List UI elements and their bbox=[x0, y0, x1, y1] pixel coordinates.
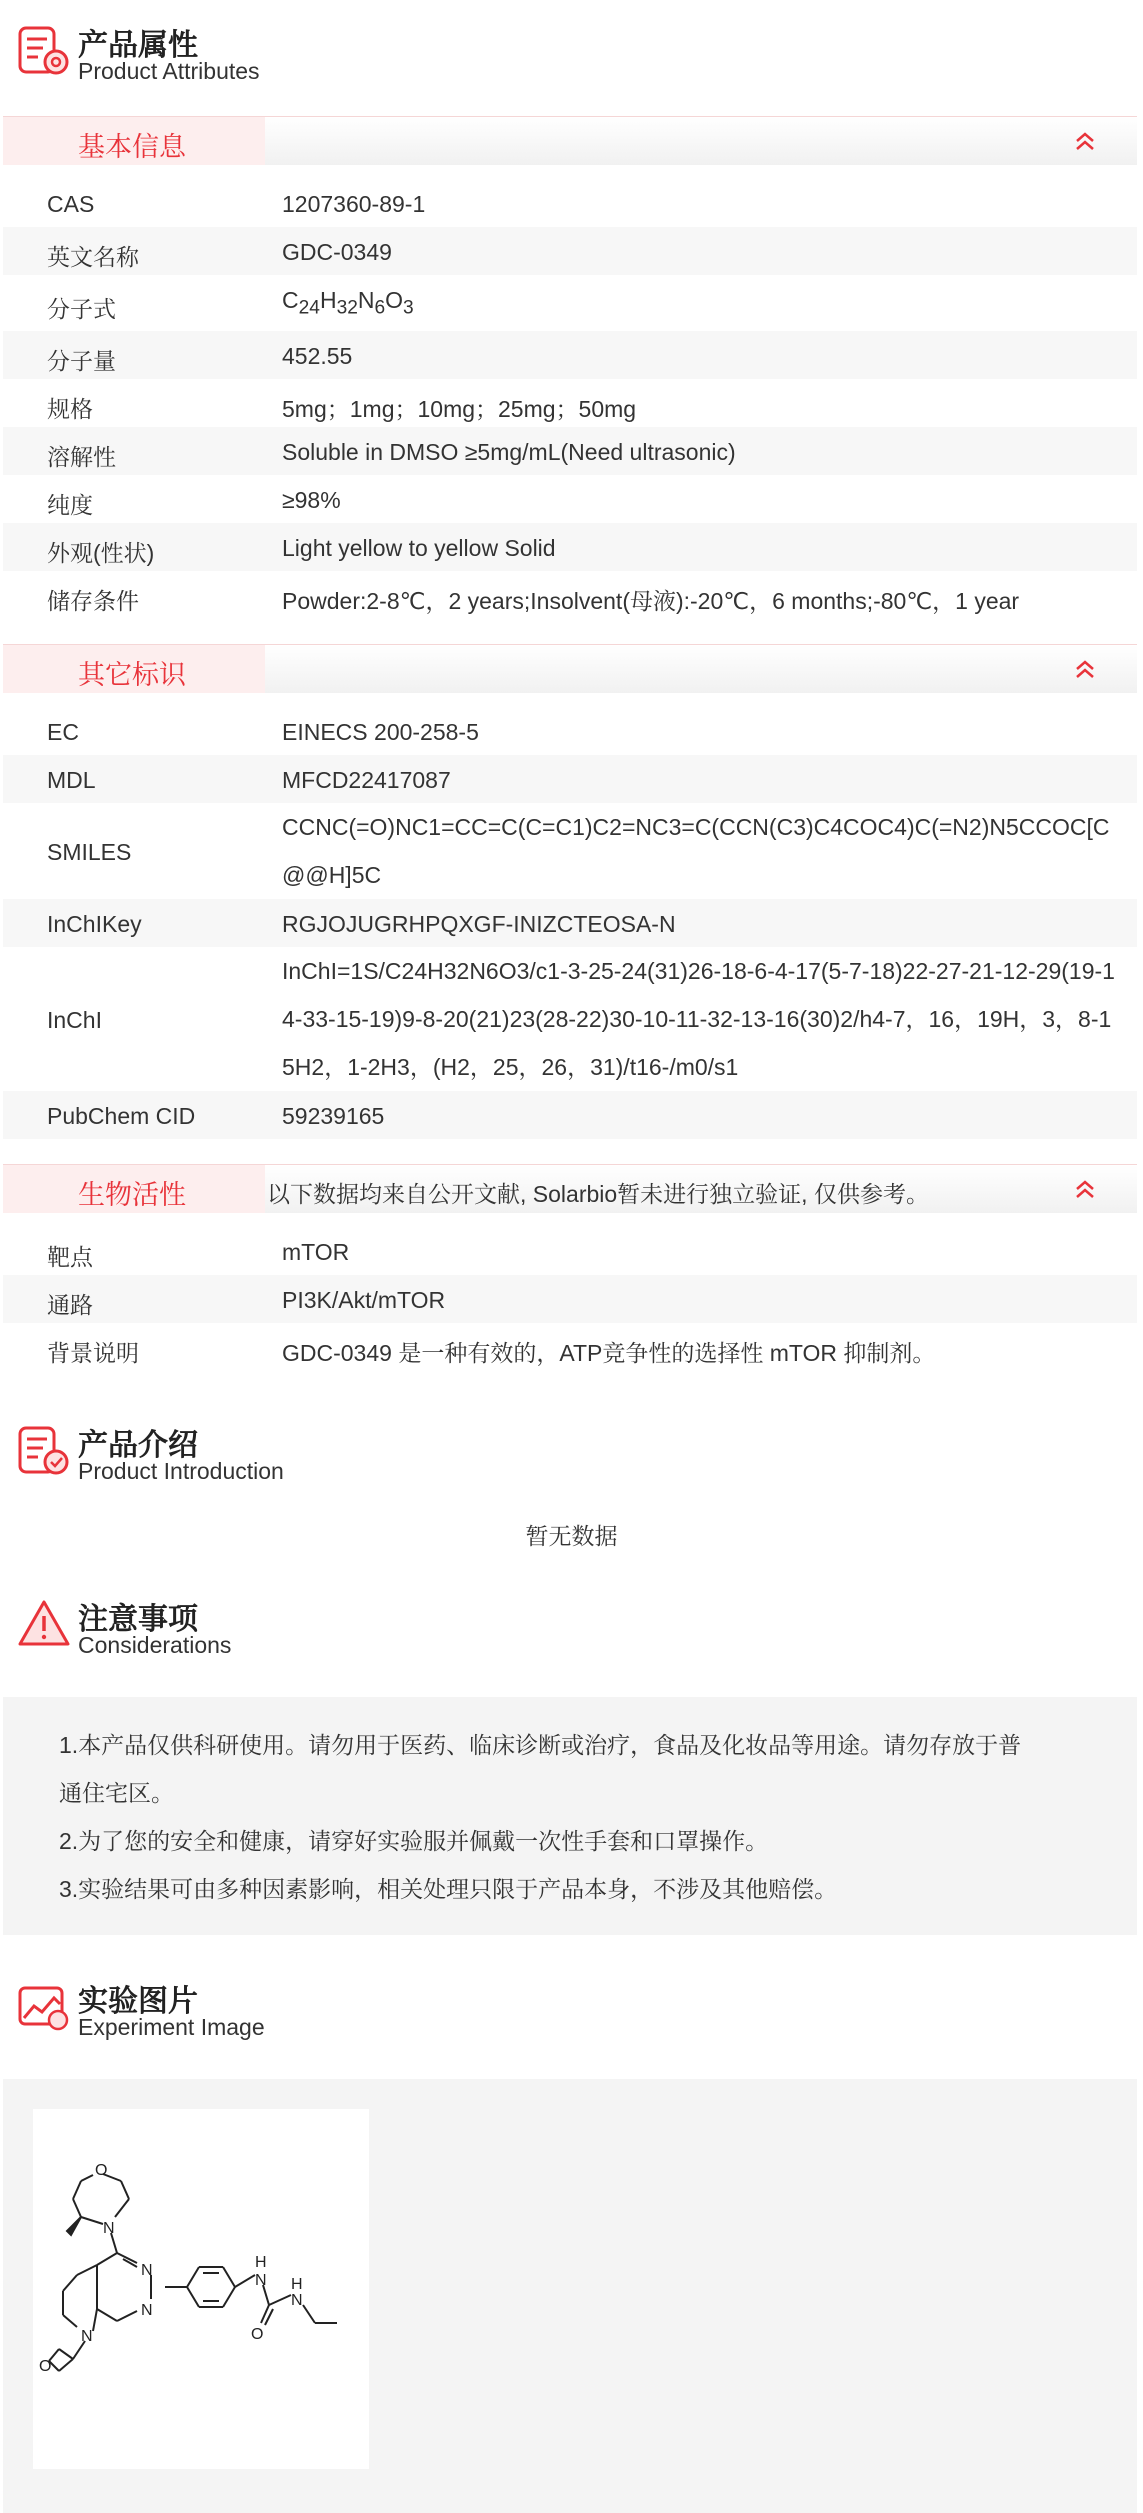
section-title-en: Considerations bbox=[78, 1632, 232, 1658]
attr-label: 纯度 bbox=[47, 492, 93, 518]
attr-label: InChIKey bbox=[47, 911, 142, 937]
attr-label: 外观(性状) bbox=[47, 540, 155, 566]
attr-label: 规格 bbox=[47, 396, 93, 422]
attr-value: Soluble in DMSO ≥5mg/mL(Need ultrasonic) bbox=[282, 439, 736, 465]
bio-activity-bar[interactable] bbox=[3, 1164, 1137, 1213]
attr-label: InChI bbox=[47, 1007, 102, 1033]
atom-label: N bbox=[141, 2302, 153, 2319]
attr-label: 分子量 bbox=[47, 348, 116, 374]
bio-activity-note: 以下数据均来自公开文献, Solarbio暂未进行独立验证, 仅供参考。 bbox=[267, 1181, 929, 1207]
attr-value: 5mg；1mg；10mg；25mg；50mg bbox=[282, 396, 637, 422]
warning-icon bbox=[16, 1596, 72, 1652]
section-title-en: Experiment Image bbox=[78, 2014, 265, 2040]
attr-value: GDC-0349 bbox=[282, 239, 392, 265]
formula-count: 6 bbox=[374, 297, 386, 319]
attr-value: CCNC(=O)NC1=CC=C(C=C1)C2=NC3=C(CCN(C3)C4COC4)C(=N2)N5CCOC[C@@H]5C bbox=[282, 814, 1110, 888]
attr-row bbox=[3, 275, 1137, 331]
attr-row bbox=[3, 803, 1137, 899]
attr-row bbox=[3, 179, 1137, 227]
attr-label: 靶点 bbox=[47, 1244, 93, 1270]
attr-value: PI3K/Akt/mTOR bbox=[282, 1287, 446, 1313]
section-title-en: Product Attributes bbox=[78, 58, 260, 84]
atom-label: N bbox=[81, 2328, 93, 2345]
other-ids-title: 其它标识 bbox=[78, 660, 186, 690]
attr-value: mTOR bbox=[282, 1239, 350, 1265]
product-introduction-header bbox=[10, 1418, 1130, 1488]
molecular-formula bbox=[282, 287, 1117, 320]
chevron-double-up-icon[interactable] bbox=[1073, 657, 1097, 681]
atom-label: O bbox=[251, 2326, 264, 2343]
no-data-text: 暂无数据 bbox=[525, 1523, 618, 1549]
attr-row bbox=[3, 1275, 1137, 1323]
attr-label: 储存条件 bbox=[47, 588, 139, 614]
attr-label: 溶解性 bbox=[47, 444, 116, 470]
attr-row bbox=[3, 1227, 1137, 1275]
attr-row bbox=[3, 227, 1137, 275]
attr-row bbox=[3, 331, 1137, 379]
attr-row bbox=[3, 427, 1137, 475]
attr-value: MFCD22417087 bbox=[282, 767, 451, 793]
atom-label: N bbox=[141, 2262, 153, 2279]
chemical-structure-image bbox=[33, 2109, 369, 2469]
atom-label: N bbox=[291, 2292, 303, 2309]
section-title-cn: 产品属性 bbox=[78, 29, 198, 62]
attr-row bbox=[3, 707, 1137, 755]
structure-image-card[interactable] bbox=[33, 2109, 369, 2469]
formula-element: C bbox=[282, 287, 299, 313]
other-ids-bar[interactable] bbox=[3, 644, 1137, 693]
attr-label: 背景说明 bbox=[47, 1340, 139, 1366]
section-title-cn: 产品介绍 bbox=[78, 1429, 198, 1462]
consideration-line: 3.实验结果可由多种因素影响，相关处理只限于产品本身，不涉及其他赔偿。 bbox=[59, 1876, 838, 1902]
chevron-double-up-icon[interactable] bbox=[1073, 129, 1097, 153]
attr-row bbox=[3, 379, 1137, 427]
other-ids-tab bbox=[3, 645, 265, 693]
formula-element: N bbox=[357, 287, 375, 313]
attr-row bbox=[3, 899, 1137, 947]
atom-label: H bbox=[291, 2276, 303, 2293]
section-title-cn: 实验图片 bbox=[78, 1985, 198, 2018]
basic-info-title: 基本信息 bbox=[78, 132, 186, 162]
formula-count: 32 bbox=[336, 297, 358, 319]
document-gear-icon bbox=[16, 22, 72, 78]
attr-label: CAS bbox=[47, 191, 95, 217]
attr-label: SMILES bbox=[47, 839, 132, 865]
formula-element: O bbox=[385, 287, 404, 313]
product-attributes-header bbox=[10, 18, 1130, 88]
document-check-icon bbox=[16, 1422, 72, 1478]
attr-label: 分子式 bbox=[47, 296, 116, 322]
atom-label: N bbox=[103, 2220, 115, 2237]
formula-count: 24 bbox=[298, 297, 320, 319]
atom-label: N bbox=[255, 2272, 267, 2289]
attr-row bbox=[3, 475, 1137, 523]
section-title-cn: 注意事项 bbox=[78, 1603, 198, 1636]
chevron-double-up-icon[interactable] bbox=[1073, 1177, 1097, 1201]
attr-label: EC bbox=[47, 719, 79, 745]
attr-row bbox=[3, 1323, 1137, 1371]
considerations-box bbox=[3, 1697, 1137, 1935]
attr-value: GDC-0349 是一种有效的，ATP竞争性的选择性 mTOR 抑制剂。 bbox=[282, 1340, 936, 1366]
consideration-line: 1.本产品仅供科研使用。请勿用于医药、临床诊断或治疗，食品及化妆品等用途。请勿存放于普 bbox=[59, 1732, 1022, 1758]
attr-label: 英文名称 bbox=[47, 244, 139, 270]
attr-row bbox=[3, 1091, 1137, 1139]
attr-value: EINECS 200-258-5 bbox=[282, 719, 479, 745]
attr-value: RGJOJUGRHPQXGF-INIZCTEOSA-N bbox=[282, 911, 676, 937]
attr-value: Powder:2-8℃，2 years;Insolvent(母液):-20℃，6 months;-80℃，1 year bbox=[282, 588, 1020, 614]
attr-value: InChI=1S/C24H32N6O3/c1-3-25-24(31)26-18-6-4-17(5-7-18)22-27-21-12-29(19-14-33-15-19)9-8-20(21)23(28-22)30-10-11-32-13-16(30)2/h4-7，16，19H，3，8-15H2，1-2H3，(H2，25，26，31)/t16-/m0/s1 bbox=[282, 958, 1115, 1080]
attr-label: 通路 bbox=[47, 1292, 93, 1318]
consideration-line: 通住宅区。 bbox=[59, 1780, 174, 1806]
attr-row bbox=[3, 571, 1137, 619]
attr-row bbox=[3, 947, 1137, 1091]
atom-label: H bbox=[255, 2254, 267, 2271]
bio-activity-tab bbox=[3, 1165, 265, 1213]
basic-info-tab bbox=[3, 117, 265, 165]
consideration-line: 2.为了您的安全和健康，请穿好实验服并佩戴一次性手套和口罩操作。 bbox=[59, 1828, 769, 1854]
attr-value: ≥98% bbox=[282, 487, 341, 513]
atom-label: O bbox=[39, 2358, 52, 2375]
image-chart-icon bbox=[16, 1978, 72, 2034]
attr-value: 59239165 bbox=[282, 1103, 385, 1129]
formula-count: 3 bbox=[403, 297, 414, 319]
atom-label: O bbox=[95, 2162, 108, 2179]
attr-row bbox=[3, 523, 1137, 571]
formula-element: H bbox=[319, 287, 337, 313]
basic-info-bar[interactable] bbox=[3, 116, 1137, 165]
attr-row bbox=[3, 755, 1137, 803]
attr-value: 452.55 bbox=[282, 343, 353, 369]
attr-label: PubChem CID bbox=[47, 1103, 196, 1129]
bio-activity-title: 生物活性 bbox=[78, 1180, 186, 1210]
attr-value: 1207360-89-1 bbox=[282, 191, 426, 217]
considerations-header bbox=[10, 1592, 1130, 1662]
attr-label: MDL bbox=[47, 767, 96, 793]
section-title-en: Product Introduction bbox=[78, 1458, 284, 1484]
experiment-image-area bbox=[3, 2079, 1137, 2513]
attr-value: Light yellow to yellow Solid bbox=[282, 535, 556, 561]
experiment-image-header bbox=[10, 1974, 1130, 2044]
